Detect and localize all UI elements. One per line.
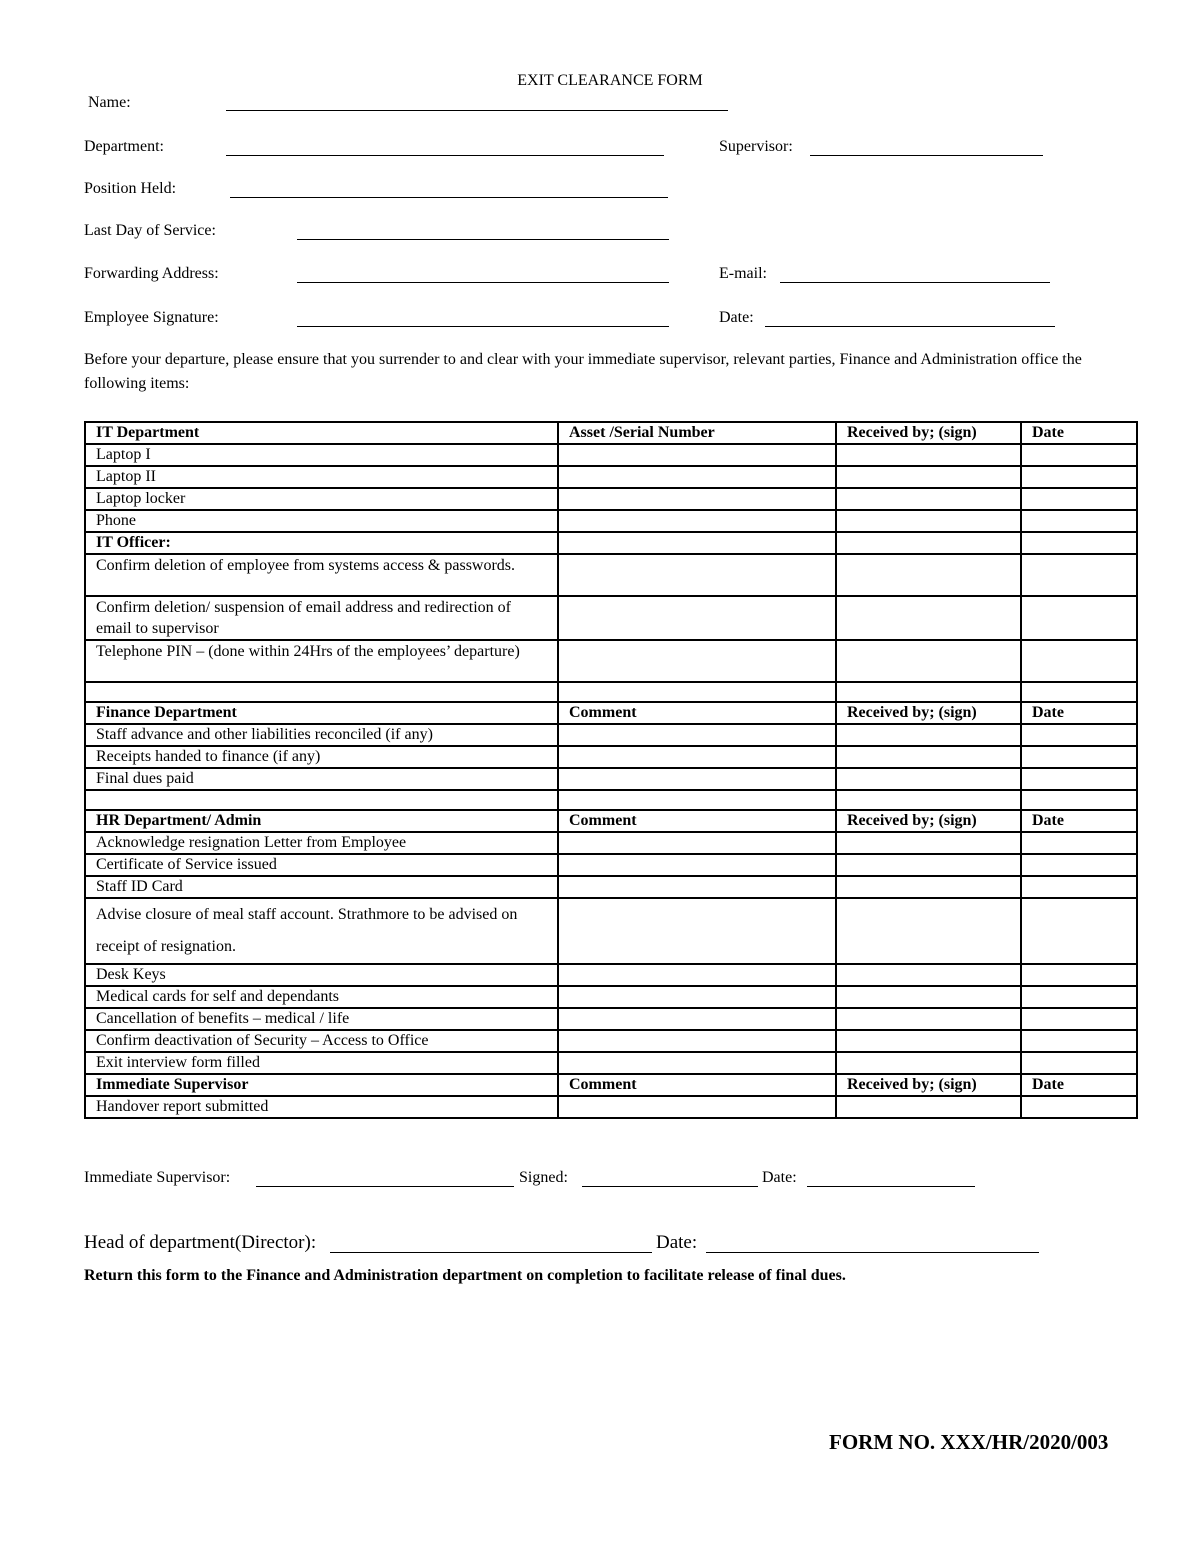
cell[interactable] xyxy=(836,964,1021,986)
date-label: Date: xyxy=(719,309,754,326)
cell[interactable] xyxy=(836,532,1021,554)
cell[interactable] xyxy=(558,876,836,898)
item-label: Exit interview form filled xyxy=(85,1052,558,1074)
cell[interactable] xyxy=(1021,964,1137,986)
item-label: Staff ID Card xyxy=(85,876,558,898)
supervisor-header: Immediate Supervisor xyxy=(85,1074,558,1096)
item-label: Acknowledge resignation Letter from Employee xyxy=(85,832,558,854)
cell[interactable] xyxy=(836,1030,1021,1052)
cell[interactable] xyxy=(1021,768,1137,790)
cell[interactable] xyxy=(1021,554,1137,596)
cell[interactable] xyxy=(558,964,836,986)
table-row xyxy=(85,640,1137,682)
cell[interactable] xyxy=(558,832,836,854)
date-header: Date xyxy=(1021,810,1137,832)
supervisor-field[interactable] xyxy=(810,155,1043,156)
cell[interactable] xyxy=(558,554,836,596)
received-by-header: Received by; (sign) xyxy=(836,1074,1021,1096)
cell[interactable] xyxy=(558,724,836,746)
item-label: Confirm deactivation of Security – Access to Office xyxy=(85,1030,558,1052)
cell[interactable] xyxy=(558,444,836,466)
cell[interactable] xyxy=(836,640,1021,682)
cell[interactable] xyxy=(1021,1052,1137,1074)
cell[interactable] xyxy=(1021,854,1137,876)
cell[interactable] xyxy=(1021,986,1137,1008)
supervisor-date-field[interactable] xyxy=(807,1186,975,1187)
item-label: Advise closure of meal staff account. Strathmore to be advised on receipt of resignation. xyxy=(85,898,558,964)
finance-header-row xyxy=(85,702,1137,724)
table-row xyxy=(85,1008,1137,1030)
item-label: Confirm deletion/ suspension of email address and redirection of email to supervisor xyxy=(85,596,558,640)
supervisor-label: Supervisor: xyxy=(719,138,793,155)
department-field[interactable] xyxy=(226,155,664,156)
cell[interactable] xyxy=(836,1008,1021,1030)
received-by-header: Received by; (sign) xyxy=(836,810,1021,832)
cell[interactable] xyxy=(558,986,836,1008)
email-label: E-mail: xyxy=(719,265,767,282)
page-title: EXIT CLEARANCE FORM xyxy=(517,72,703,89)
received-by-header: Received by; (sign) xyxy=(836,702,1021,724)
name-field[interactable] xyxy=(226,110,728,111)
item-label: Telephone PIN – (done within 24Hrs of the employees’ departure) xyxy=(85,640,558,682)
cell[interactable] xyxy=(1021,876,1137,898)
received-by-header: Received by; (sign) xyxy=(836,422,1021,444)
forwarding-address-label: Forwarding Address: xyxy=(84,265,219,282)
signed-label: Signed: xyxy=(519,1169,568,1186)
cell[interactable] xyxy=(836,1096,1021,1118)
finance-header: Finance Department xyxy=(85,702,558,724)
comment-header: Comment xyxy=(558,702,836,724)
table-row xyxy=(85,964,1137,986)
employee-signature-label: Employee Signature: xyxy=(84,309,219,326)
cell[interactable] xyxy=(558,510,836,532)
date-header: Date xyxy=(1021,422,1137,444)
head-of-department-field[interactable] xyxy=(330,1252,652,1253)
cell[interactable] xyxy=(836,1052,1021,1074)
it-officer-row xyxy=(85,532,1137,554)
cell[interactable] xyxy=(836,488,1021,510)
cell[interactable] xyxy=(836,768,1021,790)
last-day-label: Last Day of Service: xyxy=(84,222,216,239)
cell[interactable] xyxy=(836,510,1021,532)
table-row xyxy=(85,1052,1137,1074)
table-row xyxy=(85,746,1137,768)
hr-header: HR Department/ Admin xyxy=(85,810,558,832)
asset-serial-header: Asset /Serial Number xyxy=(558,422,836,444)
table-row xyxy=(85,596,1137,640)
last-day-field[interactable] xyxy=(297,239,669,240)
employee-signature-field[interactable] xyxy=(297,326,669,327)
item-label: Desk Keys xyxy=(85,964,558,986)
cell[interactable] xyxy=(1021,596,1137,640)
table-row xyxy=(85,1096,1137,1118)
cell[interactable] xyxy=(558,768,836,790)
cell[interactable] xyxy=(836,466,1021,488)
position-held-field[interactable] xyxy=(230,197,668,198)
cell[interactable] xyxy=(836,832,1021,854)
table-row xyxy=(85,510,1137,532)
it-header-row xyxy=(85,422,1137,444)
cell[interactable] xyxy=(1021,466,1137,488)
item-label: Laptop locker xyxy=(85,488,558,510)
table-row xyxy=(85,768,1137,790)
hr-header-row xyxy=(85,810,1137,832)
immediate-supervisor-label: Immediate Supervisor: xyxy=(84,1169,231,1186)
table-row xyxy=(85,488,1137,510)
table-row xyxy=(85,876,1137,898)
cell[interactable] xyxy=(1021,746,1137,768)
cell[interactable] xyxy=(558,466,836,488)
immediate-supervisor-field[interactable] xyxy=(256,1186,514,1187)
date-header: Date xyxy=(1021,702,1137,724)
hod-date-label: Date: xyxy=(656,1232,698,1253)
cell[interactable] xyxy=(558,532,836,554)
table-row xyxy=(85,444,1137,466)
item-label: Final dues paid xyxy=(85,768,558,790)
cell[interactable] xyxy=(1021,488,1137,510)
item-label: Handover report submitted xyxy=(85,1096,558,1118)
cell[interactable] xyxy=(836,986,1021,1008)
comment-header: Comment xyxy=(558,1074,836,1096)
department-label: Department: xyxy=(84,138,164,155)
cell[interactable] xyxy=(1021,898,1137,964)
cell[interactable] xyxy=(558,1096,836,1118)
table-row xyxy=(85,832,1137,854)
position-held-label: Position Held: xyxy=(84,180,177,197)
cell[interactable] xyxy=(836,746,1021,768)
item-label: Laptop II xyxy=(85,466,558,488)
comment-header: Comment xyxy=(558,810,836,832)
cell[interactable] xyxy=(558,1008,836,1030)
cell[interactable] xyxy=(836,854,1021,876)
cell[interactable] xyxy=(836,554,1021,596)
it-header: IT Department xyxy=(85,422,558,444)
cell[interactable] xyxy=(558,854,836,876)
cell[interactable] xyxy=(836,596,1021,640)
spacer-row xyxy=(85,682,1137,702)
return-instructions: Return this form to the Finance and Administration department on completion to facilitate release of final dues. xyxy=(84,1267,846,1284)
cell[interactable] xyxy=(1021,1008,1137,1030)
table-row xyxy=(85,986,1137,1008)
cell[interactable] xyxy=(1021,832,1137,854)
cell[interactable] xyxy=(1021,1096,1137,1118)
table-row xyxy=(85,466,1137,488)
forwarding-address-field[interactable] xyxy=(297,282,669,283)
cell[interactable] xyxy=(836,876,1021,898)
cell[interactable] xyxy=(836,444,1021,466)
supervisor-date-label: Date: xyxy=(762,1169,797,1186)
cell[interactable] xyxy=(558,488,836,510)
cell[interactable] xyxy=(558,640,836,682)
cell[interactable] xyxy=(1021,640,1137,682)
cell[interactable] xyxy=(836,724,1021,746)
table-row xyxy=(85,854,1137,876)
it-officer-label: IT Officer: xyxy=(85,532,558,554)
spacer-row xyxy=(85,790,1137,810)
email-field[interactable] xyxy=(780,282,1050,283)
item-label: Medical cards for self and dependants xyxy=(85,986,558,1008)
item-label: Laptop I xyxy=(85,444,558,466)
form-number: FORM NO. XXX/HR/2020/003 xyxy=(829,1430,1109,1454)
hod-date-field[interactable] xyxy=(706,1252,1039,1253)
cell[interactable] xyxy=(558,746,836,768)
cell[interactable] xyxy=(1021,532,1137,554)
signed-field[interactable] xyxy=(582,1186,758,1187)
cell[interactable] xyxy=(1021,1030,1137,1052)
cell[interactable] xyxy=(558,898,836,964)
table-row xyxy=(85,898,1137,964)
table-row xyxy=(85,1030,1137,1052)
date-field[interactable] xyxy=(765,326,1055,327)
intro-paragraph: Before your departure, please ensure that you surrender to and clear with your immediate supervisor, relevant parties, Finance and Administration office the following items: xyxy=(84,351,1082,392)
supervisor-header-row xyxy=(85,1074,1137,1096)
cell[interactable] xyxy=(558,1052,836,1074)
table-row xyxy=(85,554,1137,596)
item-label: Receipts handed to finance (if any) xyxy=(85,746,558,768)
table-row xyxy=(85,724,1137,746)
cell[interactable] xyxy=(1021,510,1137,532)
head-of-department-label: Head of department(Director): xyxy=(84,1232,317,1253)
cell[interactable] xyxy=(836,898,1021,964)
date-header: Date xyxy=(1021,1074,1137,1096)
item-label: Phone xyxy=(85,510,558,532)
cell[interactable] xyxy=(1021,444,1137,466)
cell[interactable] xyxy=(558,596,836,640)
cell[interactable] xyxy=(1021,724,1137,746)
item-label: Staff advance and other liabilities reconciled (if any) xyxy=(85,724,558,746)
item-label: Cancellation of benefits – medical / life xyxy=(85,1008,558,1030)
item-label: Certificate of Service issued xyxy=(85,854,558,876)
cell[interactable] xyxy=(558,1030,836,1052)
item-label: Confirm deletion of employee from systems access & passwords. xyxy=(85,554,558,596)
name-label: Name: xyxy=(88,94,131,111)
clearance-table xyxy=(84,421,1138,1119)
